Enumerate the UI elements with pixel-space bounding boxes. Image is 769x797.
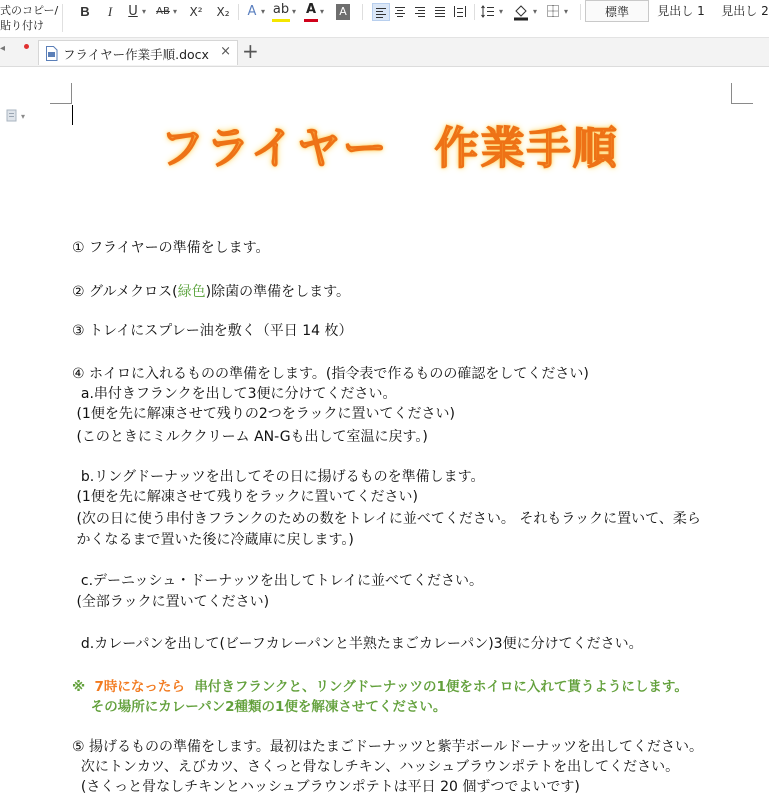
justify-button[interactable] [432,3,450,21]
step-4: ④ ホイロに入れるものの準備をします。(指令表で作るものの確認をしてください) [72,366,589,382]
warning-text: 串付きフランクと、リングドーナッツの1便をホイロに入れて貰うようにします。 [194,679,688,695]
style-heading-1[interactable]: 見出し 1 [657,4,705,18]
bold-button[interactable]: B [80,4,90,19]
svg-text:▾: ▾ [21,112,26,121]
paste-options-icon[interactable] [6,108,28,127]
warning-line-1 [72,677,688,697]
font-color-dropdown-icon[interactable]: ▾ [320,7,325,16]
align-right-icon [412,3,428,19]
step-4a-note-2: (このときにミルククリーム AN-Gも出して室温に戻す。) [72,429,428,445]
ribbon-toolbar [0,0,769,38]
borders-button[interactable] [545,3,563,21]
step-4a: a.串付きフランクを出して3便に分けてください。 [72,386,397,402]
warning-line-2: その場所にカレーパン2種類の1便を解凍させてください。 [72,699,447,715]
document-tab-bar [0,38,769,67]
ribbon-divider [362,4,363,20]
line-spacing-dropdown-icon[interactable]: ▾ [499,7,504,16]
step-5: ⑤ 揚げるものの準備をします。最初はたまごドーナッツと紫芋ボールドーナッツを出してください。 [72,739,704,755]
paste-label[interactable]: 貼り付け [0,19,44,32]
text-effect-button[interactable]: A [247,4,257,19]
step-4b-note-3: かくなるまで置いた後に冷蔵庫に戻します。) [72,532,354,548]
step-2-green-text: 緑色 [177,284,206,300]
italic-button[interactable]: I [107,4,113,19]
step-4c-note: (全部ラックに置いてください) [72,594,270,610]
step-4b-note-1: (1便を先に解凍させて残りをラックに置いてください) [72,489,418,505]
step-4b: b.リングドーナッツを出してその日に揚げるものを準備します。 [72,469,485,485]
tab-document[interactable] [38,40,238,65]
style-heading-2[interactable]: 見出し 2 [721,4,769,18]
unsaved-dot-icon [24,44,29,49]
document-title: フライヤー 作業手順 [160,123,619,174]
step-2-text-start: ② グルメクロス( [72,284,178,300]
underline-button[interactable]: U [128,4,138,19]
step-4c: c.デーニッシュ・ドーナッツを出してトレイに並べてください。 [72,573,483,589]
step-4a-note-1: (1便を先に解凍させて残りの2つをラックに置いてください) [72,406,455,422]
crop-mark [71,83,72,104]
align-right-button[interactable] [412,3,430,21]
distribute-icon [452,3,468,19]
crop-mark [731,83,732,104]
paint-bucket-icon [512,3,530,21]
highlight-button[interactable]: ab [272,2,290,22]
line-spacing-button[interactable] [480,3,498,21]
strikethrough-button[interactable]: AB [156,6,170,17]
underline-dropdown-icon[interactable]: ▾ [142,7,147,16]
step-3: ③ トレイにスプレー油を敷く（平日 14 枚） [72,323,353,339]
highlight-dropdown-icon[interactable]: ▾ [292,7,297,16]
border-grid-icon [545,3,561,19]
shading-button[interactable] [512,3,530,21]
step-2 [72,282,350,302]
step-5-line-3: (さくっと骨なしチキンとハッシュブラウンポテトは平日 20 個ずつでよいです) [72,779,580,795]
line-spacing-icon [480,3,496,19]
format-painter-label[interactable]: 式のコピー/ [0,4,59,17]
step-4b-note-2: (次の日に使う串付きフランクのための数をトレイに並べてください。 それもラックに置いて、柔ら [72,511,701,527]
char-shading-button[interactable]: A [336,4,350,20]
justify-icon [432,3,448,19]
style-normal[interactable]: 標準 [585,0,649,22]
text-effect-dropdown-icon[interactable]: ▾ [261,7,266,16]
tab-close-icon[interactable]: × [220,44,231,59]
ribbon-divider [474,4,475,20]
clipboard-group [0,3,58,33]
align-left-button[interactable] [372,3,390,21]
shading-dropdown-icon[interactable]: ▾ [533,7,538,16]
align-center-icon [392,3,408,19]
subscript-button[interactable]: X₂ [216,5,230,19]
tab-title: フライヤー作業手順.docx [63,47,209,62]
step-2-text-end: )除菌の準備をします。 [205,284,350,300]
step-5-line-2: 次にトンカツ、えびカツ、さくっと骨なしチキン、ハッシュブラウンポテトを出してください。 [72,759,680,775]
borders-dropdown-icon[interactable]: ▾ [564,7,569,16]
superscript-button[interactable]: X² [189,5,203,19]
warning-time: 7時になったら [94,679,195,695]
strike-dropdown-icon[interactable]: ▾ [173,7,178,16]
new-tab-icon[interactable]: + [242,39,259,63]
crop-mark [50,103,72,104]
document-icon [45,46,58,61]
align-center-button[interactable] [392,3,410,21]
crop-mark [731,103,753,104]
warning-mark: ※ [72,679,95,695]
distribute-button[interactable] [452,3,470,21]
ribbon-divider [238,4,239,20]
ribbon-divider [62,4,63,32]
font-color-button[interactable]: A [304,2,318,22]
text-cursor [72,105,73,125]
step-4d: d.カレーパンを出して(ビーフカレーパンと半熟たまごカレーパン)3便に分けてください。 [72,636,643,652]
tab-scroll-left-icon[interactable]: ◂ [0,43,6,54]
align-left-icon [373,4,389,20]
step-1: ① フライヤーの準備をします。 [72,240,270,256]
ribbon-divider [580,4,581,20]
